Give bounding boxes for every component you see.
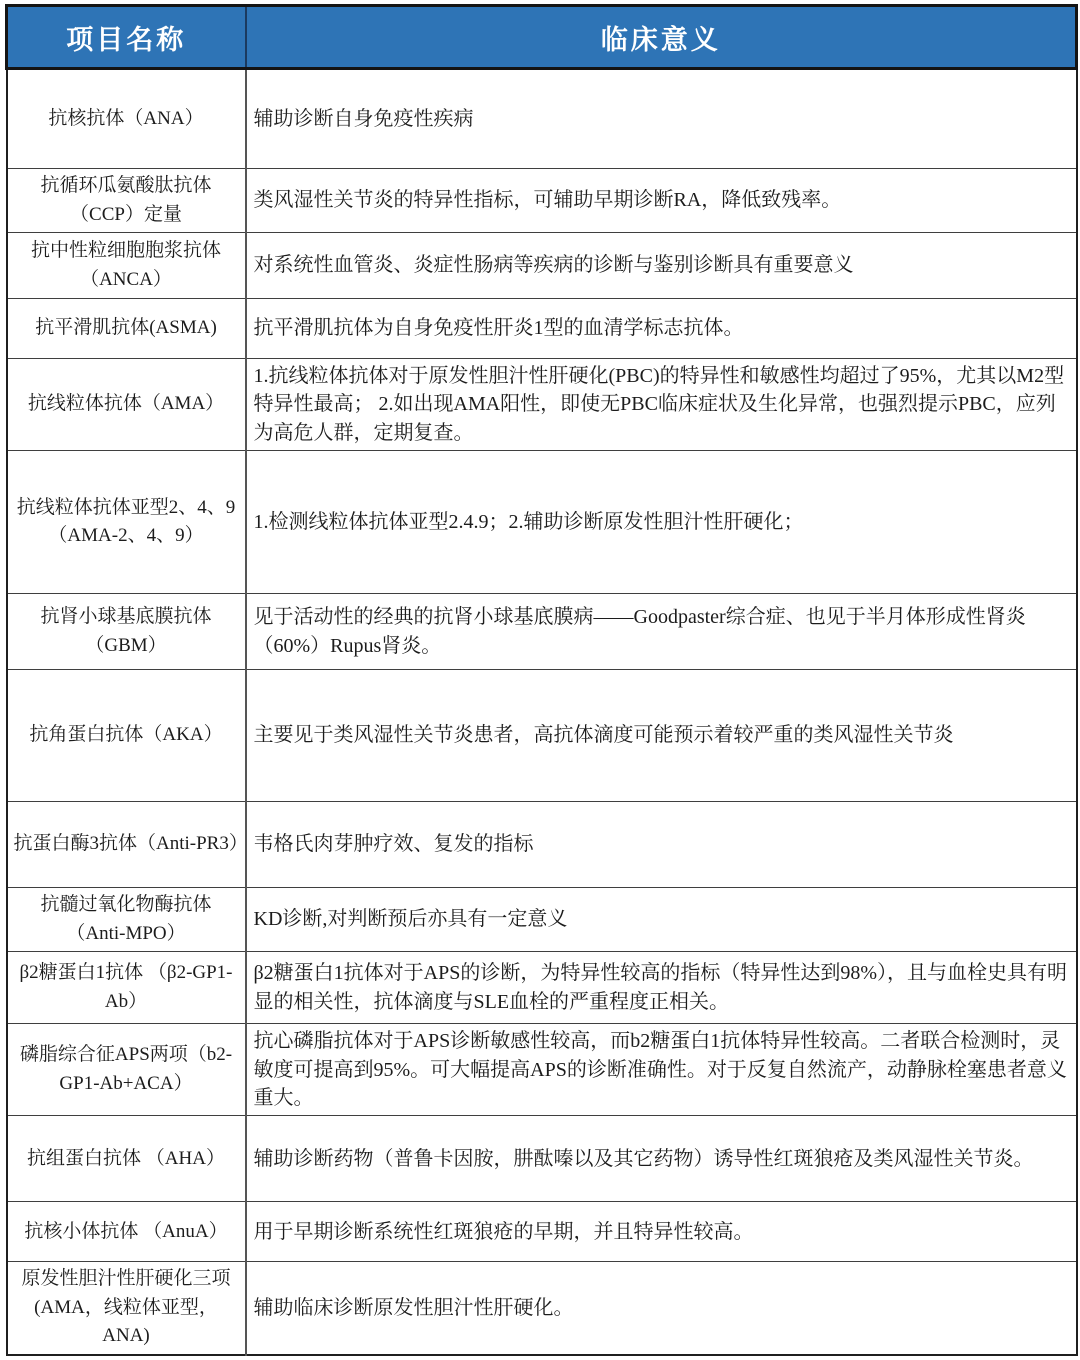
table-row — [7, 594, 1077, 670]
column-header-project-name: 项目名称 — [7, 6, 246, 69]
table-row — [7, 233, 1077, 299]
table-row — [7, 952, 1077, 1024]
clinical-meaning-cell: 辅助临床诊断原发性胆汁性肝硬化。 — [246, 1262, 1077, 1355]
test-name-cell: 抗组蛋白抗体 （AHA） — [7, 1116, 246, 1202]
clinical-meaning-cell: 1.检测线粒体抗体亚型2.4.9；2.辅助诊断原发性胆汁性肝硬化； — [246, 451, 1077, 594]
test-name-cell: 抗角蛋白抗体（AKA） — [7, 670, 246, 802]
test-name-cell: 磷脂综合征APS两项（b2-GP1-Ab+ACA） — [7, 1024, 246, 1116]
table-row — [7, 1024, 1077, 1116]
test-name-cell: 抗线粒体抗体（AMA） — [7, 359, 246, 451]
test-name-cell: 抗线粒体抗体亚型2、4、9 （AMA-2、4、9） — [7, 451, 246, 594]
clinical-meaning-cell: 见于活动性的经典的抗肾小球基底膜病——Goodpaster综合症、也见于半月体形成性肾炎（60%）Rupus肾炎。 — [246, 594, 1077, 670]
lab-test-clinical-significance-table — [5, 4, 1078, 1356]
table-row — [7, 69, 1077, 169]
test-name-cell: 抗循环瓜氨酸肽抗体（CCP）定量 — [7, 169, 246, 233]
test-name-cell: 抗中性粒细胞胞浆抗体（ANCA） — [7, 233, 246, 299]
table-row — [7, 1202, 1077, 1262]
table-row — [7, 1262, 1077, 1355]
table-header-row — [7, 6, 1077, 69]
test-name-cell: β2糖蛋白1抗体 （β2-GP1-Ab） — [7, 952, 246, 1024]
clinical-meaning-cell: 韦格氏肉芽肿疗效、复发的指标 — [246, 802, 1077, 888]
column-header-clinical-significance: 临床意义 — [246, 6, 1077, 69]
clinical-meaning-cell: 辅助诊断自身免疫性疾病 — [246, 69, 1077, 169]
table-row — [7, 451, 1077, 594]
test-name-cell: 抗肾小球基底膜抗体（GBM） — [7, 594, 246, 670]
clinical-meaning-cell: KD诊断,对判断预后亦具有一定意义 — [246, 888, 1077, 952]
clinical-meaning-cell: 类风湿性关节炎的特异性指标，可辅助早期诊断RA，降低致残率。 — [246, 169, 1077, 233]
test-name-cell: 原发性胆汁性肝硬化三项(AMA，线粒体亚型，ANA) — [7, 1262, 246, 1355]
table-row — [7, 888, 1077, 952]
test-name-cell: 抗平滑肌抗体(ASMA) — [7, 299, 246, 359]
table-row — [7, 359, 1077, 451]
test-name-cell: 抗核小体抗体 （AnuA） — [7, 1202, 246, 1262]
table-row — [7, 169, 1077, 233]
clinical-meaning-cell: 抗平滑肌抗体为自身免疫性肝炎1型的血清学标志抗体。 — [246, 299, 1077, 359]
clinical-meaning-cell: 1.抗线粒体抗体对于原发性胆汁性肝硬化(PBC)的特异性和敏感性均超过了95%，尤其以M2型特异性最高； 2.如出现AMA阳性，即使无PBC临床症状及生化异常，也强烈提示PBC，应列为高危人群，定期复查。 — [246, 359, 1077, 451]
clinical-meaning-cell: 对系统性血管炎、炎症性肠病等疾病的诊断与鉴别诊断具有重要意义 — [246, 233, 1077, 299]
test-name-cell: 抗髓过氧化物酶抗体（Anti-MPO） — [7, 888, 246, 952]
lab-test-table-container — [5, 4, 1075, 1356]
clinical-meaning-cell: 抗心磷脂抗体对于APS诊断敏感性较高，而b2糖蛋白1抗体特异性较高。二者联合检测时，灵敏度可提高到95%。可大幅提高APS的诊断准确性。对于反复自然流产，动静脉栓塞患者意义重大。 — [246, 1024, 1077, 1116]
test-name-cell: 抗核抗体（ANA） — [7, 69, 246, 169]
clinical-meaning-cell: β2糖蛋白1抗体对于APS的诊断，为特异性较高的指标（特异性达到98%），且与血栓史具有明显的相关性，抗体滴度与SLE血栓的严重程度正相关。 — [246, 952, 1077, 1024]
table-row — [7, 1116, 1077, 1202]
clinical-meaning-cell: 用于早期诊断系统性红斑狼疮的早期，并且特异性较高。 — [246, 1202, 1077, 1262]
table-row — [7, 670, 1077, 802]
clinical-meaning-cell: 辅助诊断药物（普鲁卡因胺，肼酞嗪以及其它药物）诱导性红斑狼疮及类风湿性关节炎。 — [246, 1116, 1077, 1202]
clinical-meaning-cell: 主要见于类风湿性关节炎患者，高抗体滴度可能预示着较严重的类风湿性关节炎 — [246, 670, 1077, 802]
table-row — [7, 802, 1077, 888]
test-name-cell: 抗蛋白酶3抗体（Anti-PR3） — [7, 802, 246, 888]
table-row — [7, 299, 1077, 359]
